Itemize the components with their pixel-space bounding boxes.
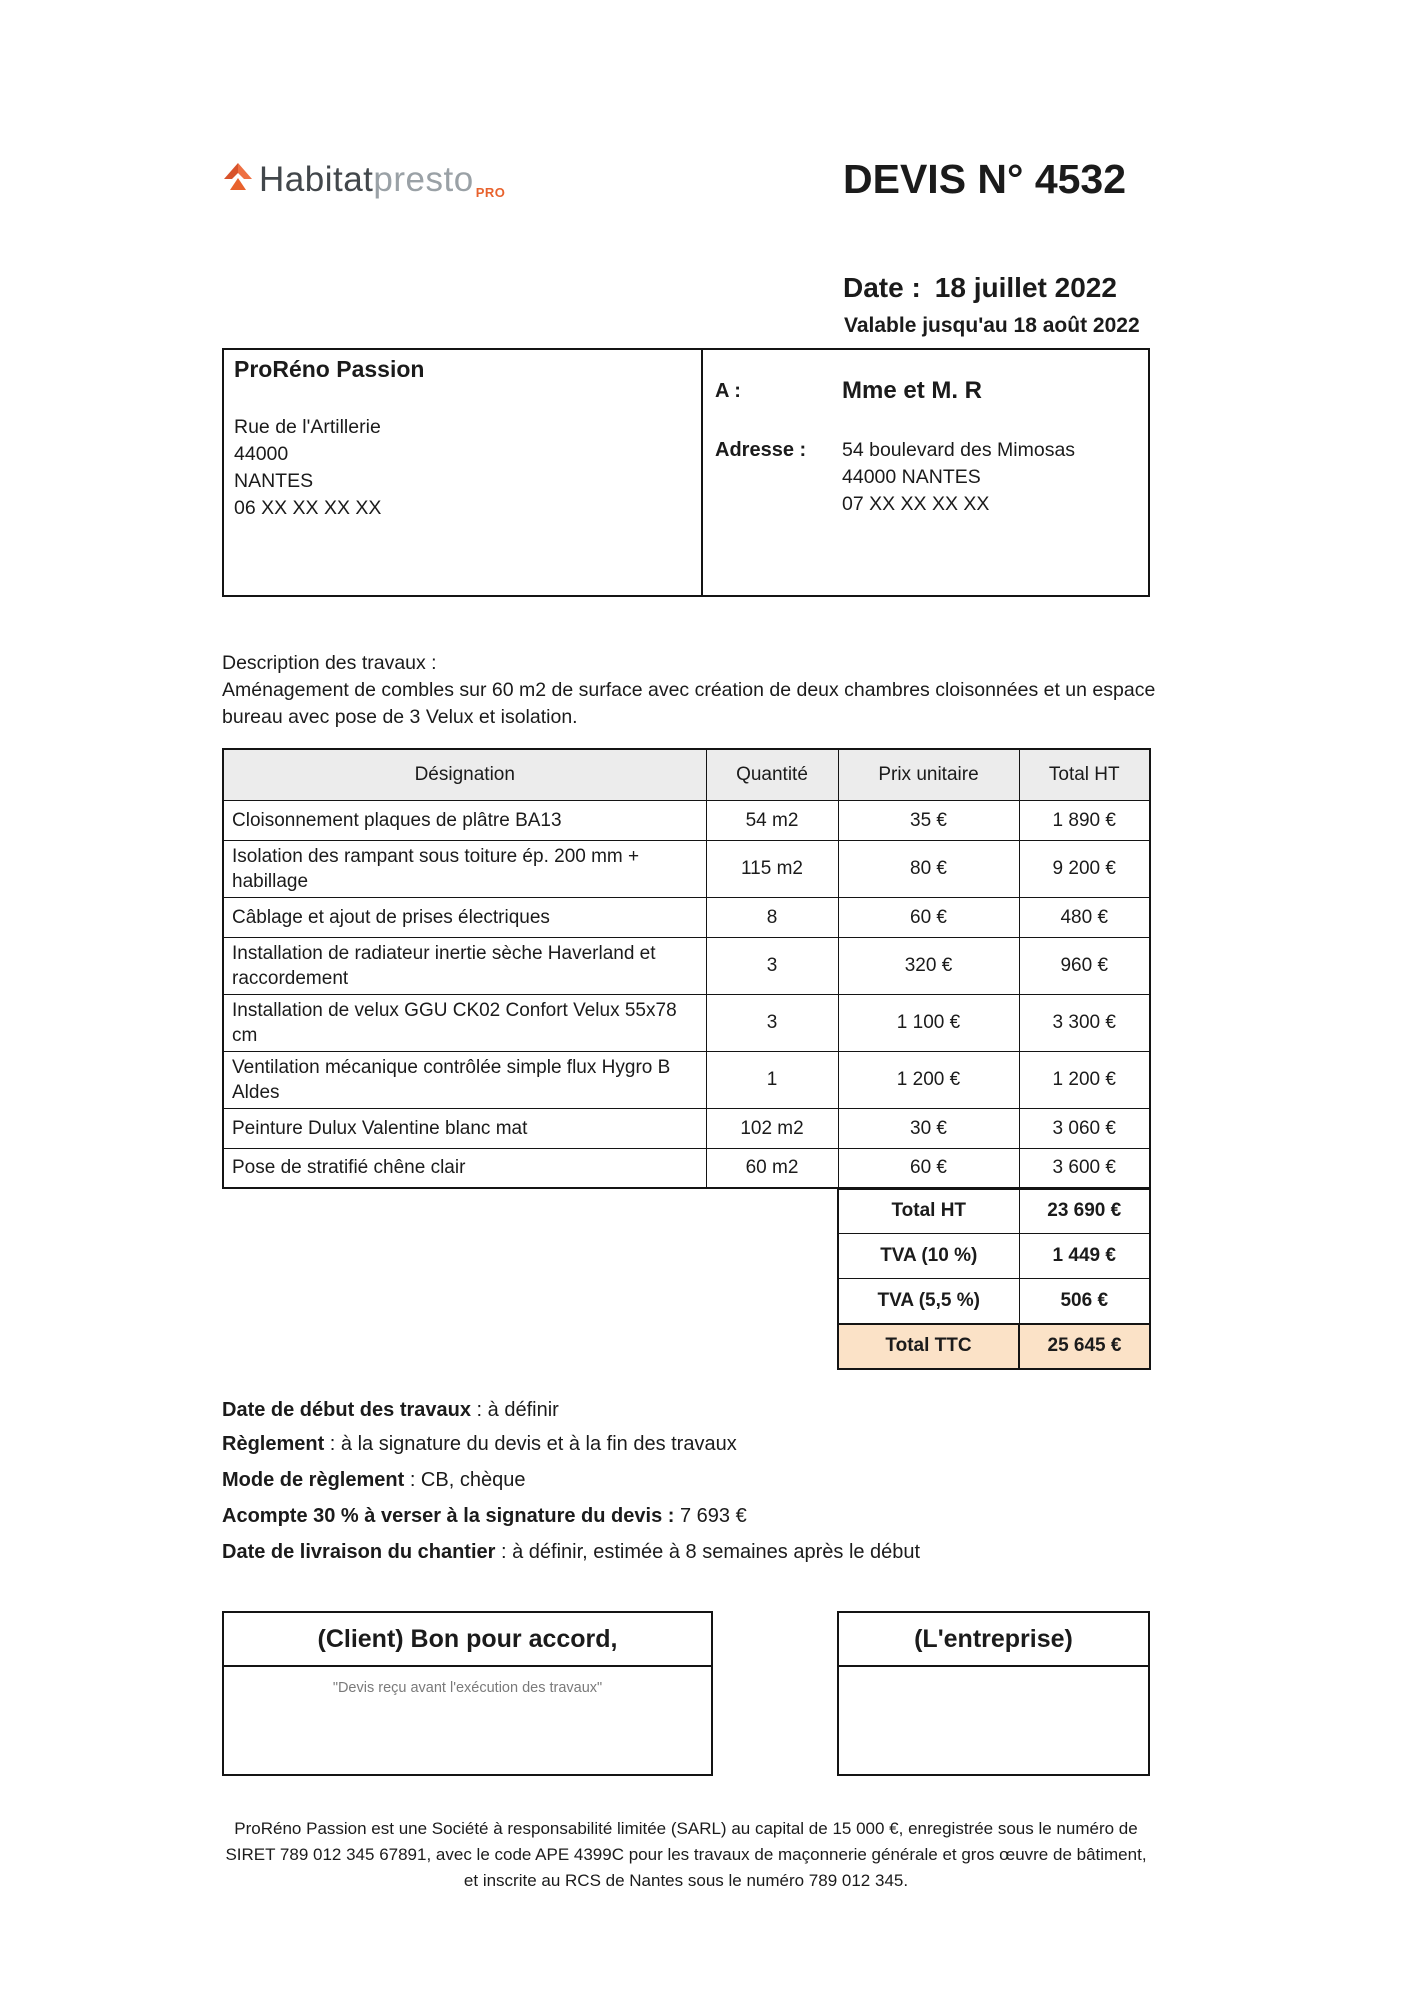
cell-unit-price: 320 €	[838, 937, 1019, 994]
table-row	[223, 937, 1150, 994]
description-heading: Description des travaux :	[222, 652, 437, 674]
header-total: Total HT	[1019, 749, 1150, 800]
cell-total: 3 600 €	[1019, 1148, 1150, 1188]
term-deposit	[222, 1503, 920, 1530]
cell-designation: Cloisonnement plaques de plâtre BA13	[223, 800, 706, 840]
cell-designation: Ventilation mécanique contrôlée simple flux Hygro B Aldes	[223, 1051, 706, 1108]
description-line: Aménagement de combles sur 60 m2 de surface avec création de deux chambres cloisonnées et un espace	[222, 679, 1156, 701]
legal-line: et inscrite au RCS de Nantes sous le numéro 789 012 345.	[463, 1871, 909, 1890]
cell-unit-price: 80 €	[838, 840, 1019, 897]
cell-unit-price: 60 €	[838, 897, 1019, 937]
date-value: 18 juillet 2022	[934, 272, 1117, 303]
company-address-line: 44000	[234, 443, 289, 465]
cell-total: 3 300 €	[1019, 994, 1150, 1051]
client-to-row	[715, 378, 1148, 404]
total-ht-row	[838, 1189, 1150, 1234]
table-row	[223, 897, 1150, 937]
date-label: Date :	[843, 272, 921, 303]
table-row	[223, 840, 1150, 897]
validity-note: Valable jusqu'au 18 août 2022	[844, 314, 1140, 337]
term-text: : à la signature du devis et à la fin des travaux	[324, 1433, 737, 1455]
term-payment-mode	[222, 1467, 920, 1494]
tva10-row	[838, 1234, 1150, 1279]
cell-quantity: 115 m2	[706, 840, 838, 897]
total-ht-label: Total HT	[838, 1189, 1019, 1234]
client-address	[842, 437, 1075, 518]
brand-secondary: presto	[373, 160, 474, 199]
cell-designation: Pose de stratifié chêne clair	[223, 1148, 706, 1188]
cell-designation: Installation de radiateur inertie sèche Haverland et raccordement	[223, 937, 706, 994]
client-signature-note: "Devis reçu avant l'exécution des travaux"	[332, 1680, 603, 1696]
company-phone: 06 XX XX XX XX	[234, 497, 382, 519]
table-row	[223, 1051, 1150, 1108]
client-signature-title: (Client) Bon pour accord,	[224, 1613, 711, 1667]
legal-footer	[222, 1816, 1150, 1894]
tva10-value: 1 449 €	[1019, 1234, 1150, 1279]
term-label: Date de début des travaux	[222, 1399, 471, 1421]
term-start-date	[222, 1397, 920, 1424]
cell-quantity: 8	[706, 897, 838, 937]
term-delivery-date	[222, 1539, 920, 1566]
cell-quantity: 1	[706, 1051, 838, 1108]
to-label: A :	[715, 380, 741, 402]
cell-quantity: 3	[706, 994, 838, 1051]
tva55-value: 506 €	[1019, 1279, 1150, 1324]
client-info-box	[703, 348, 1150, 597]
parties-section	[222, 348, 1150, 597]
cell-quantity: 102 m2	[706, 1108, 838, 1148]
cell-designation: Câblage et ajout de prises électriques	[223, 897, 706, 937]
client-name: Mme et M. R	[842, 377, 983, 404]
cell-unit-price: 60 €	[838, 1148, 1019, 1188]
company-address	[234, 414, 691, 522]
header-quantity: Quantité	[706, 749, 838, 800]
cell-designation: Isolation des rampant sous toiture ép. 200 mm + habillage	[223, 840, 706, 897]
cell-total: 9 200 €	[1019, 840, 1150, 897]
cell-quantity: 3	[706, 937, 838, 994]
brand-wordmark	[259, 160, 505, 207]
total-ttc-row	[838, 1324, 1150, 1369]
term-label: Règlement	[222, 1433, 325, 1455]
total-ttc-label: Total TTC	[838, 1324, 1019, 1369]
address-label: Adresse :	[715, 439, 807, 461]
term-text: : CB, chèque	[404, 1469, 526, 1491]
cell-total: 1 200 €	[1019, 1051, 1150, 1108]
cell-total: 960 €	[1019, 937, 1150, 994]
term-text: : à définir, estimée à 8 semaines après le début	[495, 1541, 921, 1563]
header-designation: Désignation	[223, 749, 706, 800]
document-title: DEVIS N° 4532	[843, 156, 1127, 202]
client-phone: 07 XX XX XX XX	[842, 493, 990, 515]
total-ttc-value: 25 645 €	[1019, 1324, 1150, 1369]
term-label: Date de livraison du chantier	[222, 1541, 496, 1563]
cell-unit-price: 1 100 €	[838, 994, 1019, 1051]
totals-table	[837, 1188, 1151, 1370]
cell-total: 3 060 €	[1019, 1108, 1150, 1148]
legal-line: ProRéno Passion est une Société à responsabilité limitée (SARL) au capital de 15 000 €, enregistrée sous le numéro de	[234, 1819, 1138, 1838]
table-row	[223, 1108, 1150, 1148]
cell-quantity: 60 m2	[706, 1148, 838, 1188]
term-label: Acompte 30 % à verser à la signature du devis :	[222, 1505, 675, 1527]
brand-pro-badge: PRO	[475, 185, 506, 200]
client-signature-box	[222, 1611, 713, 1776]
terms-section	[222, 1397, 920, 1573]
term-text: 7 693 €	[674, 1505, 747, 1527]
cell-designation: Peinture Dulux Valentine blanc mat	[223, 1108, 706, 1148]
arrow-up-icon	[224, 163, 252, 197]
tva55-label: TVA (5,5 %)	[838, 1279, 1019, 1324]
cell-unit-price: 35 €	[838, 800, 1019, 840]
company-signature-box	[837, 1611, 1150, 1776]
works-description	[222, 650, 1155, 731]
term-label: Mode de règlement	[222, 1469, 405, 1491]
total-ht-value: 23 690 €	[1019, 1189, 1150, 1234]
habitatpresto-logo	[224, 160, 505, 207]
term-payment	[222, 1431, 920, 1458]
client-address-line: 54 boulevard des Mimosas	[842, 439, 1076, 461]
company-info-box	[222, 348, 703, 597]
table-header-row	[223, 749, 1150, 800]
company-signature-title: (L'entreprise)	[839, 1613, 1148, 1667]
company-address-line: Rue de l'Artillerie	[234, 416, 381, 438]
cell-total: 1 890 €	[1019, 800, 1150, 840]
items-table	[222, 748, 1151, 1189]
cell-unit-price: 1 200 €	[838, 1051, 1019, 1108]
cell-quantity: 54 m2	[706, 800, 838, 840]
document-date	[843, 272, 1117, 303]
cell-designation: Installation de velux GGU CK02 Confort Velux 55x78 cm	[223, 994, 706, 1051]
tva10-label: TVA (10 %)	[838, 1234, 1019, 1279]
company-address-line: NANTES	[234, 470, 314, 492]
table-row	[223, 1148, 1150, 1188]
brand-primary: Habitat	[259, 160, 374, 199]
table-row	[223, 994, 1150, 1051]
client-signature-area	[224, 1680, 711, 1696]
tva55-row	[838, 1279, 1150, 1324]
client-address-line: 44000 NANTES	[842, 466, 981, 488]
description-line: bureau avec pose de 3 Velux et isolation.	[222, 706, 578, 728]
legal-line: SIRET 789 012 345 67891, avec le code APE 4399C pour les travaux de maçonnerie générale et gros œuvre de bâtiment,	[225, 1845, 1147, 1864]
table-row	[223, 800, 1150, 840]
cell-total: 480 €	[1019, 897, 1150, 937]
term-text: : à définir	[470, 1399, 559, 1421]
company-name: ProRéno Passion	[234, 356, 425, 382]
header-unit-price: Prix unitaire	[838, 749, 1019, 800]
cell-unit-price: 30 €	[838, 1108, 1019, 1148]
pricing-section	[222, 748, 1149, 1370]
client-address-row	[715, 437, 1148, 518]
